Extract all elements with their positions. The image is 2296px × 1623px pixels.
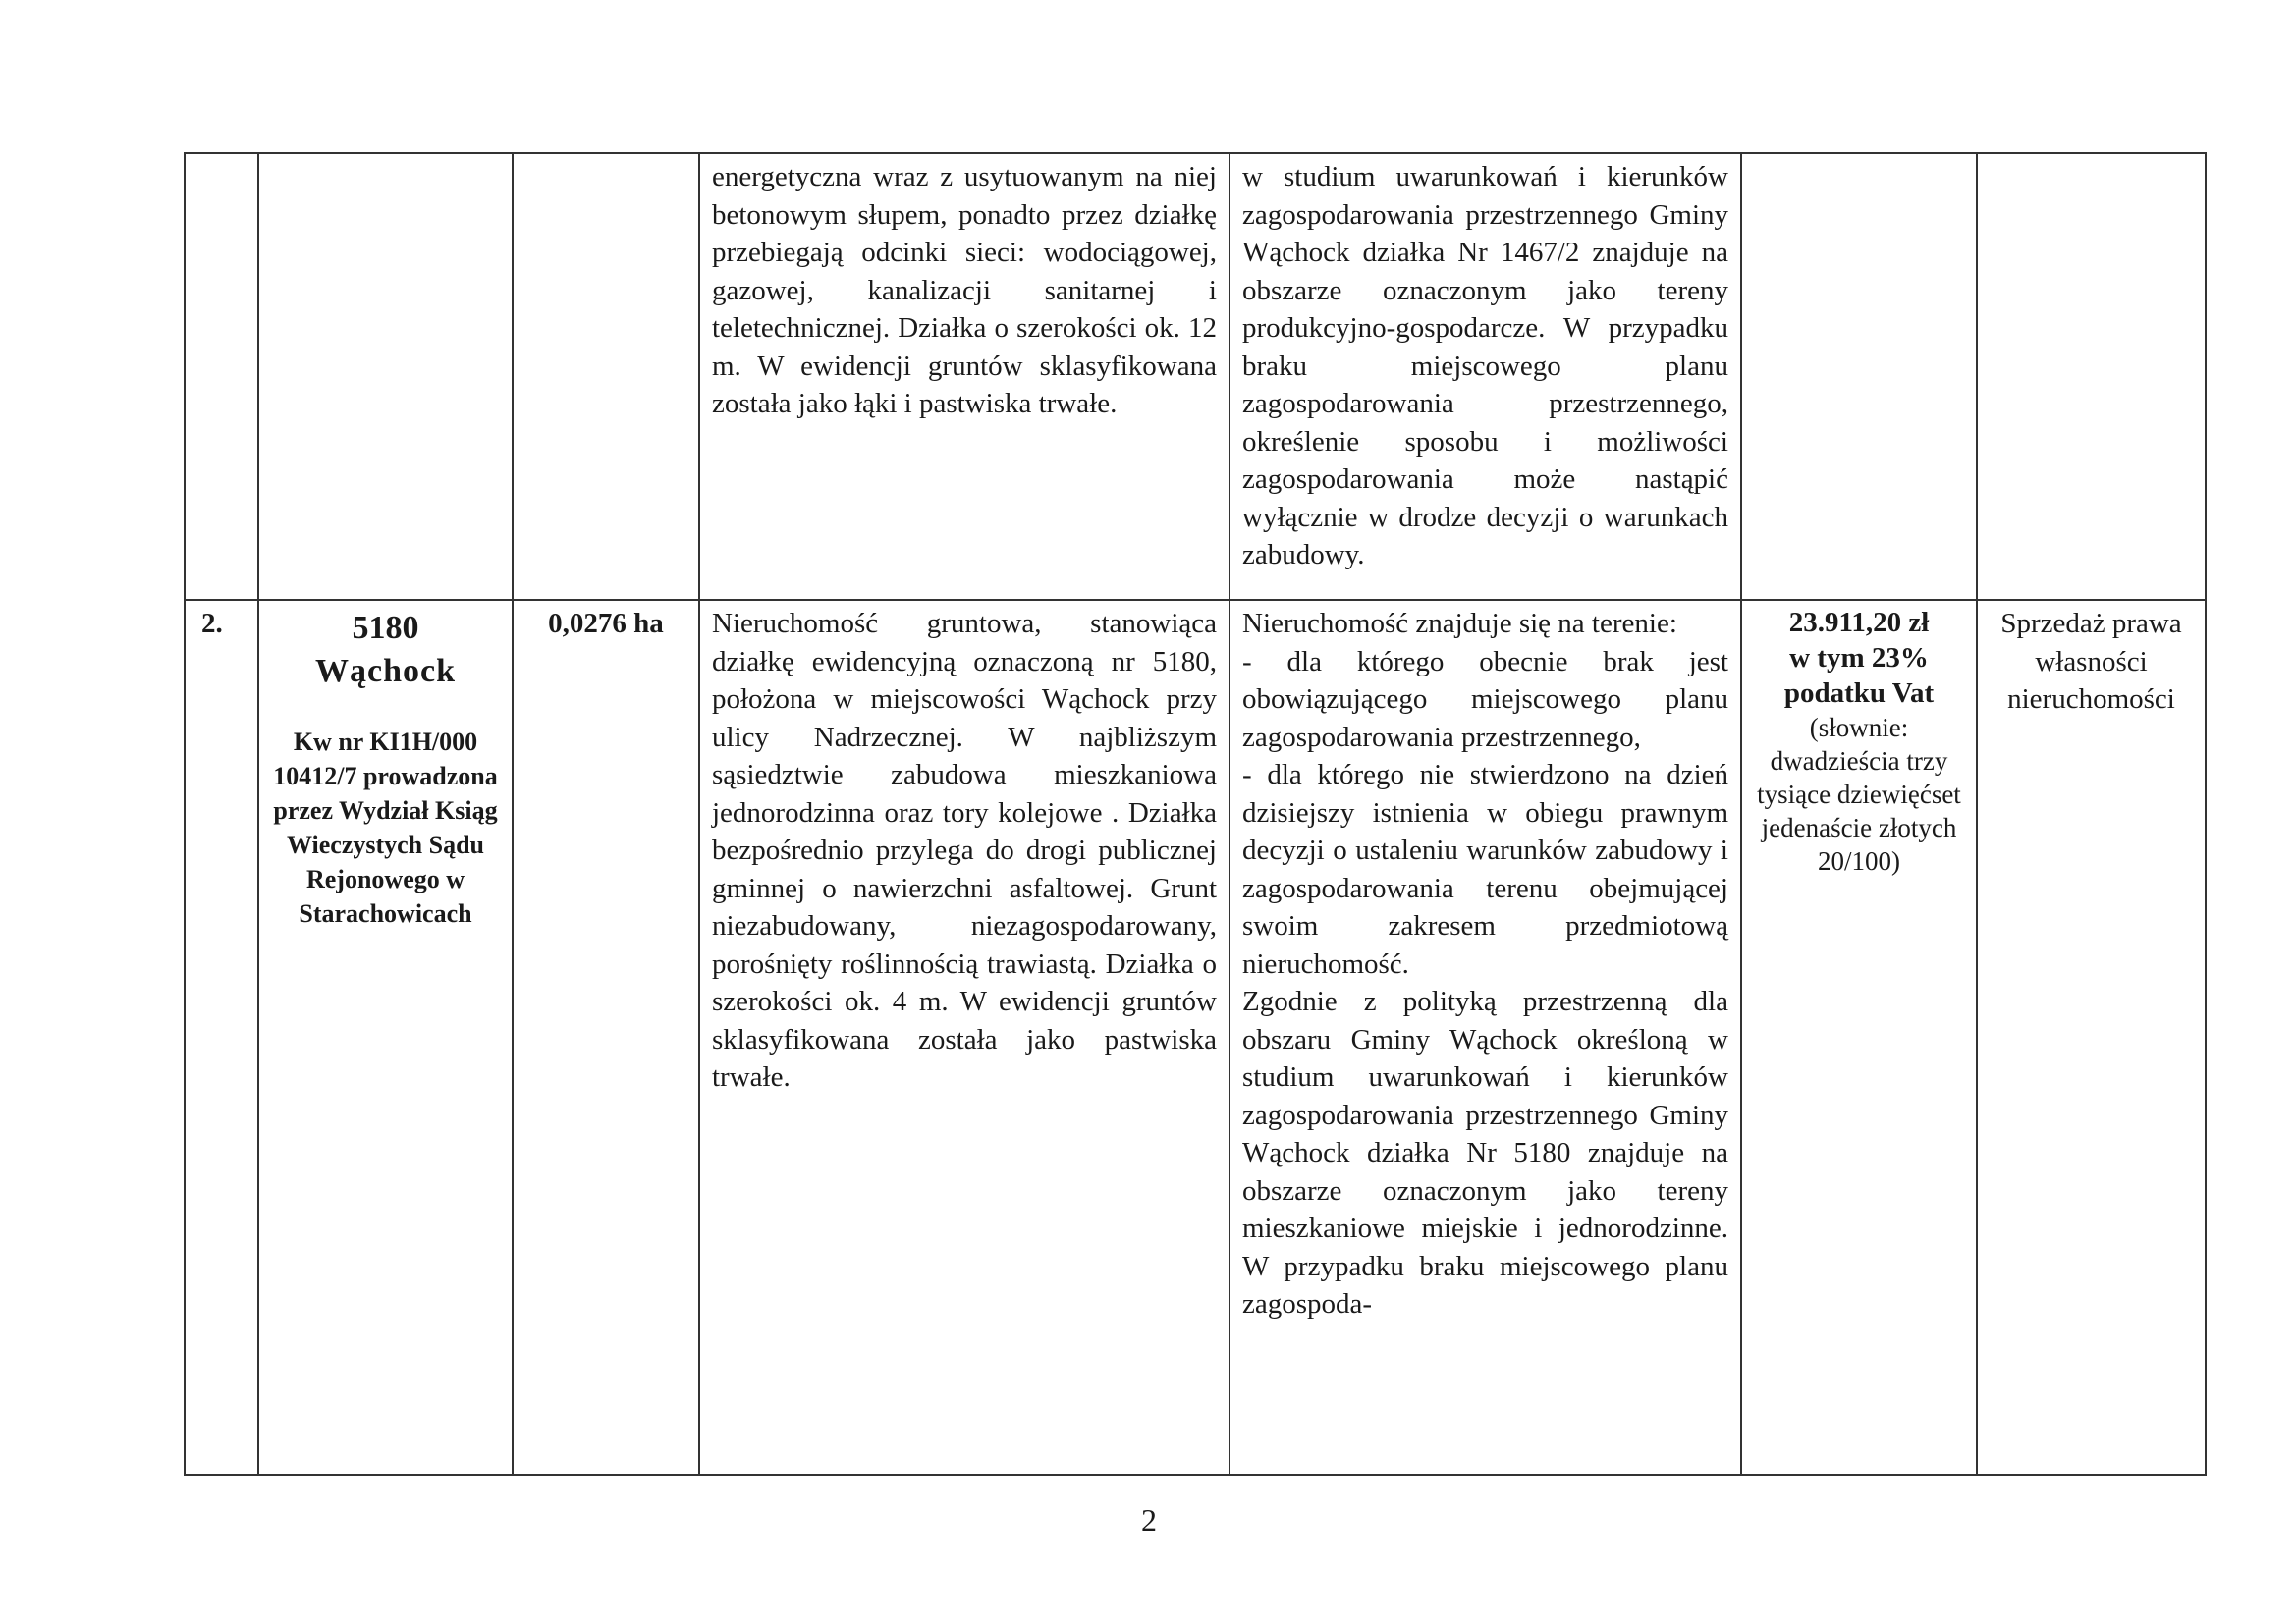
parcel-number: 5180 — [352, 610, 419, 646]
land-register-text: Kw nr KI1H/000 10412/7 prowadzona przez Wydział Ksiąg Wieczystych Sądu Rejonowego w Starachowicach — [273, 728, 498, 928]
cell-description — [699, 153, 1230, 600]
cell-area — [513, 153, 699, 600]
price-vat: w tym 23% podatku Vat — [1783, 642, 1935, 709]
table-row — [185, 600, 2206, 1475]
area-value: 0,0276 ha — [548, 608, 664, 639]
cell-location — [258, 153, 513, 600]
locality-name: Wąchock — [315, 653, 456, 689]
planning-paragraph: Zgodnie z polityką przestrzenną dla obszaru Gminy Wąchock określoną w studium uwarunkowań i kierunków zagospodarowania przestrzennego Gminy Wąchock działka Nr 5180 znajduje na obszarze oznaczonym jako tereny mieszkaniowe miejskie i jednorodzinne. W przypadku braku miejscowego planu zagospoda- — [1242, 986, 1728, 1320]
planning-paragraph: Nieruchomość znajduje się na terenie: — [1242, 608, 1677, 639]
cell-area — [513, 600, 699, 1475]
planning-text: w studium uwarunkowań i kierunków zagospodarowania przestrzennego Gminy Wąchock działka Nr 1467/2 znajduje na obszarze oznaczonym jako tereny produkcyjno-gospodarcze. W przypadku braku miejscowego planu zagospodarowania przestrzennego, określenie sposobu i możliwości zagospodarowania może nastąpić wyłącznie w drodze decyzji o warunkach zabudowy. — [1242, 161, 1728, 570]
cell-location — [258, 600, 513, 1475]
cell-number — [185, 153, 258, 600]
planning-paragraph: - dla którego nie stwierdzono na dzień dzisiejszy istnienia w obiegu prawnym decyzji o ustaleniu warunków zabudowy i zagospodarowania terenu obejmującej swoim zakresem przedmiotową nieruchomość. — [1242, 759, 1728, 980]
table-row — [185, 153, 2206, 600]
description-text: Nieruchomość gruntowa, stanowiąca działkę ewidencyjną oznaczoną nr 5180, położona w miejscowości Wąchock przy ulicy Nadrzecznej. W najbliższym sąsiedztwie zabudowa mieszkaniowa jednorodzinna oraz tory kolejowe . Działka bezpośrednio przylega do drogi publicznej gminnej o nawierzchni asfaltowej. Grunt niezabudowany, niezagospodarowany, porośnięty roślinnością trawiastą. Działka o szerokości ok. 4 m. W ewidencji gruntów sklasyfikowana została jako pastwiska trwałe. — [712, 608, 1217, 1093]
cell-price — [1741, 600, 1977, 1475]
cell-planning — [1230, 600, 1741, 1475]
description-text: energetyczna wraz z usytuowanym na niej betonowym słupem, ponadto przez działkę przebiegają odcinki sieci: wodociągowej, gazowej, kanalizacji sanitarnej i teletechnicznej. Działka o szerokości ok. 12 m. W ewidencji gruntów sklasyfikowana została jako łąki i pastwiska trwałe. — [712, 161, 1217, 419]
price-amount: 23.911,20 zł — [1788, 607, 1930, 638]
cell-sale-form — [1977, 600, 2206, 1475]
planning-paragraph: - dla którego obecnie brak jest obowiązującego miejscowego planu zagospodarowania przestrzennego, — [1242, 645, 1728, 753]
cell-description — [699, 600, 1230, 1475]
sale-form-text: Sprzedaż prawa własności nieruchomości — [2000, 608, 2182, 715]
page-number: 2 — [1141, 1502, 1157, 1538]
property-table — [184, 152, 2207, 1476]
cell-sale-form — [1977, 153, 2206, 600]
cell-planning — [1230, 153, 1741, 600]
row-number: 2. — [201, 608, 223, 639]
price-in-words: (słownie: dwadzieścia trzy tysiące dziewięćset jedenaście złotych 20/100) — [1757, 713, 1961, 876]
cell-price — [1741, 153, 1977, 600]
cell-number — [185, 600, 258, 1475]
